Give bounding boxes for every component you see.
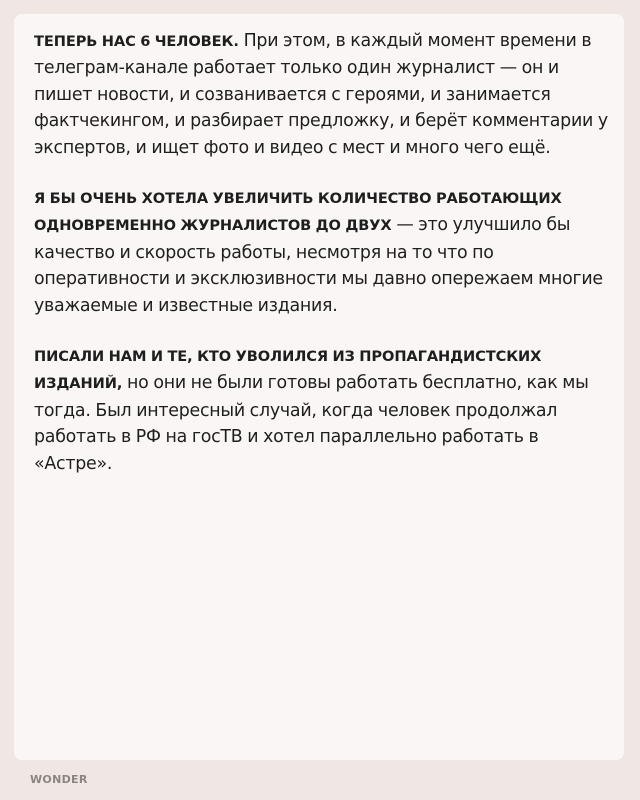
paragraph-body: При этом, в каждый момент времени в телеграм-канале работает только один журналист — он и пишет новости, и созванивается с героями, и занимается фактчекингом, и разбирает предложку, и берёт комментарии у экспертов, и ищет фото и видео с мест и много чего ещё. <box>34 31 608 158</box>
paragraph-wish <box>34 185 610 319</box>
paragraph-lead: Я БЫ ОЧЕНЬ ХОТЕЛА УВЕЛИЧИТЬ КОЛИЧЕСТВО РАБОТАЮЩИХ ОДНОВРЕМЕННО ЖУРНАЛИСТОВ ДО ДВУХ <box>34 190 562 235</box>
text-card <box>14 14 624 760</box>
paragraph-body: — это улучшило бы качество и скорость работы, несмотря на то что по оперативности и эксклюзивности мы давно опережаем многие уважаемые и известные издания. <box>34 215 603 316</box>
paragraph-team-size <box>34 28 610 161</box>
paragraph-lead: ПИСАЛИ НАМ И ТЕ, КТО УВОЛИЛСЯ ИЗ ПРОПАГАНДИСТСКИХ ИЗДАНИЙ, <box>34 348 542 393</box>
paragraph-lead: ТЕПЕРЬ НАС 6 ЧЕЛОВЕК. <box>34 33 239 50</box>
paragraph-propaganda <box>34 343 610 477</box>
brand-logo: WONDER <box>30 773 88 786</box>
paragraph-body: но они не были готовы работать бесплатно, как мы тогда. Был интересный случай, когда человек продолжал работать в РФ на госТВ и хотел параллельно работать в «Астре». <box>34 373 589 474</box>
